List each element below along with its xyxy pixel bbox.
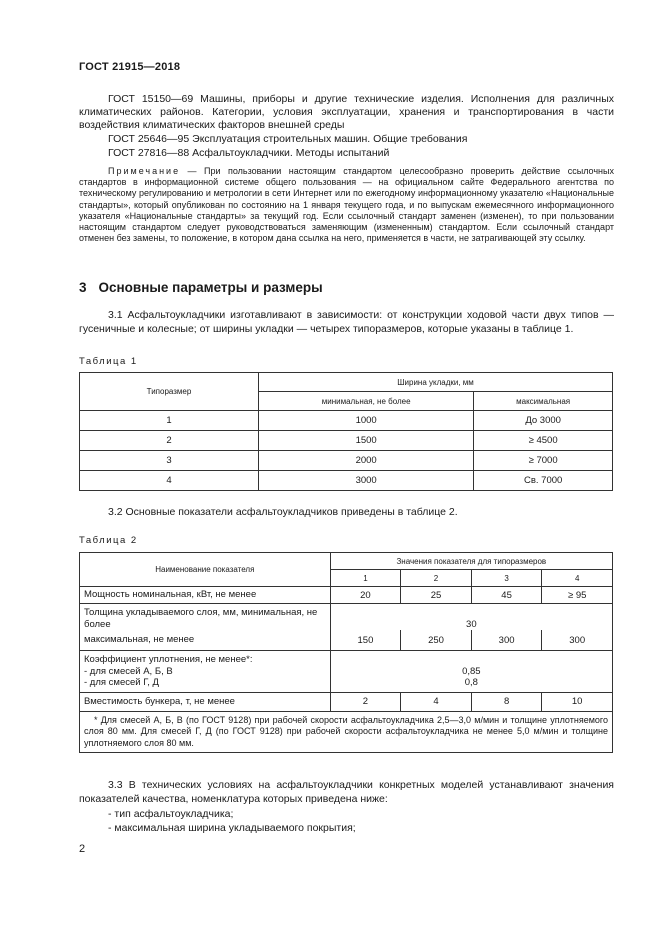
table2-cell: 250	[401, 630, 472, 651]
compaction-sub1: - для смесей А, Б, В	[84, 665, 173, 677]
table2-cell: 25	[401, 587, 472, 604]
document-id-header: ГОСТ 21915—2018	[79, 61, 181, 73]
table1-cell-min: 3000	[259, 471, 474, 491]
table2-cell: 150	[330, 630, 401, 651]
table-row	[80, 411, 613, 431]
table2-row-label: Толщина укладываемого слоя, мм, минимальная, не более	[80, 604, 331, 631]
reference-title: Машины, приборы и другие технические изделия. Исполнения для различных климатических районов. Категории, условия эксплуатации, хранения и транспортирования в части воздействия климатических факторов внешней среды	[79, 93, 614, 131]
table2-cell: ≥ 95	[542, 587, 613, 604]
table2-row-label: Мощность номинальная, кВт, не менее	[80, 587, 331, 604]
table-row	[80, 431, 613, 451]
table-row	[80, 630, 613, 651]
table1-header-type: Типоразмер	[80, 373, 259, 411]
reference-gost-25646	[79, 133, 614, 146]
reference-gost-27816	[79, 147, 614, 160]
table1-cell-max: ≥ 4500	[474, 431, 613, 451]
table2-cell: 45	[471, 587, 542, 604]
compaction-value-1: 0,85	[462, 665, 481, 677]
section-title: Основные параметры и размеры	[98, 280, 323, 295]
table-row	[80, 604, 613, 631]
reference-code: ГОСТ 25646—95	[108, 133, 190, 145]
table-row	[80, 587, 613, 604]
table2-row-label	[80, 651, 331, 693]
paragraph-3-1: 3.1 Асфальтоукладчики изготавливают в зависимости: от конструкции ходовой части двух типов — гусеничные и колесные; от ширины укладки — четырех типоразмеров, которые указаны в таблице 1.	[79, 309, 614, 335]
table-2	[79, 552, 613, 753]
table2-cell: 300	[471, 630, 542, 651]
reference-title: Асфальтоукладчики. Методы испытаний	[192, 147, 390, 159]
section-number: 3	[79, 280, 87, 295]
reference-code: ГОСТ 15150—69	[108, 93, 194, 105]
table2-footnote: * Для смесей А, Б, В (по ГОСТ 9128) при рабочей скорости асфальтоукладчика 2,5—3,0 м/мин и толщине уплотняемого слоя 80 мм. Для смесей Г, Д (по ГОСТ 9128) при рабочей скорости асфальтоукладчика не менее 5,0 м/мин и толщине уплотняемого слоя 80 мм.	[80, 711, 613, 753]
table2-header-name: Наименование показателя	[80, 553, 331, 587]
table1-cell-size: 4	[80, 471, 259, 491]
table-row	[80, 451, 613, 471]
table1-cell-min: 1000	[259, 411, 474, 431]
table1-header-width: Ширина укладки, мм	[259, 373, 613, 392]
paragraph-3-3: 3.3 В технических условиях на асфальтоукладчики конкретных моделей устанавливают значения показателей качества, номенклатура которых приведена ниже:	[79, 779, 614, 805]
table1-cell-size: 3	[80, 451, 259, 471]
paragraph-3-2: 3.2 Основные показатели асфальтоукладчиков приведены в таблице 2.	[108, 506, 458, 518]
list-item: - тип асфальтоукладчика;	[108, 808, 234, 820]
table-row	[80, 692, 613, 711]
table1-cell-size: 1	[80, 411, 259, 431]
table2-cell: 2	[330, 692, 401, 711]
table2-cell: 30	[330, 604, 612, 631]
table2-cell: 8	[471, 692, 542, 711]
table1-header-min: минимальная, не более	[259, 392, 474, 411]
table2-header-size: 4	[542, 570, 613, 587]
reference-gost-15150	[79, 93, 614, 132]
table1-cell-min: 2000	[259, 451, 474, 471]
table2-row-label: Вместимость бункера, т, не менее	[80, 692, 331, 711]
table1-cell-max: Св. 7000	[474, 471, 613, 491]
quality-list	[79, 807, 356, 835]
note-paragraph	[79, 166, 614, 244]
table1-cell-size: 2	[80, 431, 259, 451]
table2-cell: 20	[330, 587, 401, 604]
compaction-value-2: 0,8	[464, 677, 478, 688]
table2-cell: 4	[401, 692, 472, 711]
table2-row-label: максимальная, не менее	[80, 630, 331, 651]
section-heading	[79, 280, 323, 295]
table-row	[80, 651, 613, 693]
table1-caption: Таблица 1	[79, 356, 138, 367]
reference-title: Эксплуатация строительных машин. Общие требования	[192, 133, 468, 145]
reference-code: ГОСТ 27816—88	[108, 147, 190, 159]
table2-caption: Таблица 2	[79, 535, 138, 546]
table2-cell	[330, 651, 612, 693]
table-1	[79, 372, 613, 491]
table2-cell: 10	[542, 692, 613, 711]
compaction-sub2: - для смесей Г, Д	[84, 677, 159, 688]
table2-header-size: 2	[401, 570, 472, 587]
note-text: — При пользовании настоящим стандартом целесообразно проверить действие ссылочных стандартов в информационной системе общего пользования — на официальном сайте Федерального агентства по техническому регулированию и метрологии в сети Интернет или по ежегодному информационному указателю «Национальные стандарты», который опубликован по состоянию на 1 января текущего года, и по выпускам ежемесячного информационного указателя «Национальные стандарты» за текущий год. Если ссылочный стандарт заменен (изменен), то при пользовании настоящим стандартом следует руководствоваться заменяющим (измененным) стандартом. Если ссылочный стандарт отменен без замены, то положение, в котором дана ссылка на него, применяется в части, не затрагивающей эту ссылку.	[79, 166, 614, 244]
list-item: - максимальная ширина укладываемого покрытия;	[108, 822, 356, 834]
compaction-label: Коэффициент уплотнения, не менее*:	[84, 654, 253, 665]
table2-header-size: 3	[471, 570, 542, 587]
table1-cell-max: До 3000	[474, 411, 613, 431]
table-row	[80, 471, 613, 491]
note-label: Примечание	[108, 166, 181, 176]
page-number: 2	[79, 843, 86, 855]
table1-cell-min: 1500	[259, 431, 474, 451]
table1-cell-max: ≥ 7000	[474, 451, 613, 471]
table2-header-size: 1	[330, 570, 401, 587]
table2-cell: 300	[542, 630, 613, 651]
table1-header-max: максимальная	[474, 392, 613, 411]
table2-header-values: Значения показателя для типоразмеров	[330, 553, 612, 570]
